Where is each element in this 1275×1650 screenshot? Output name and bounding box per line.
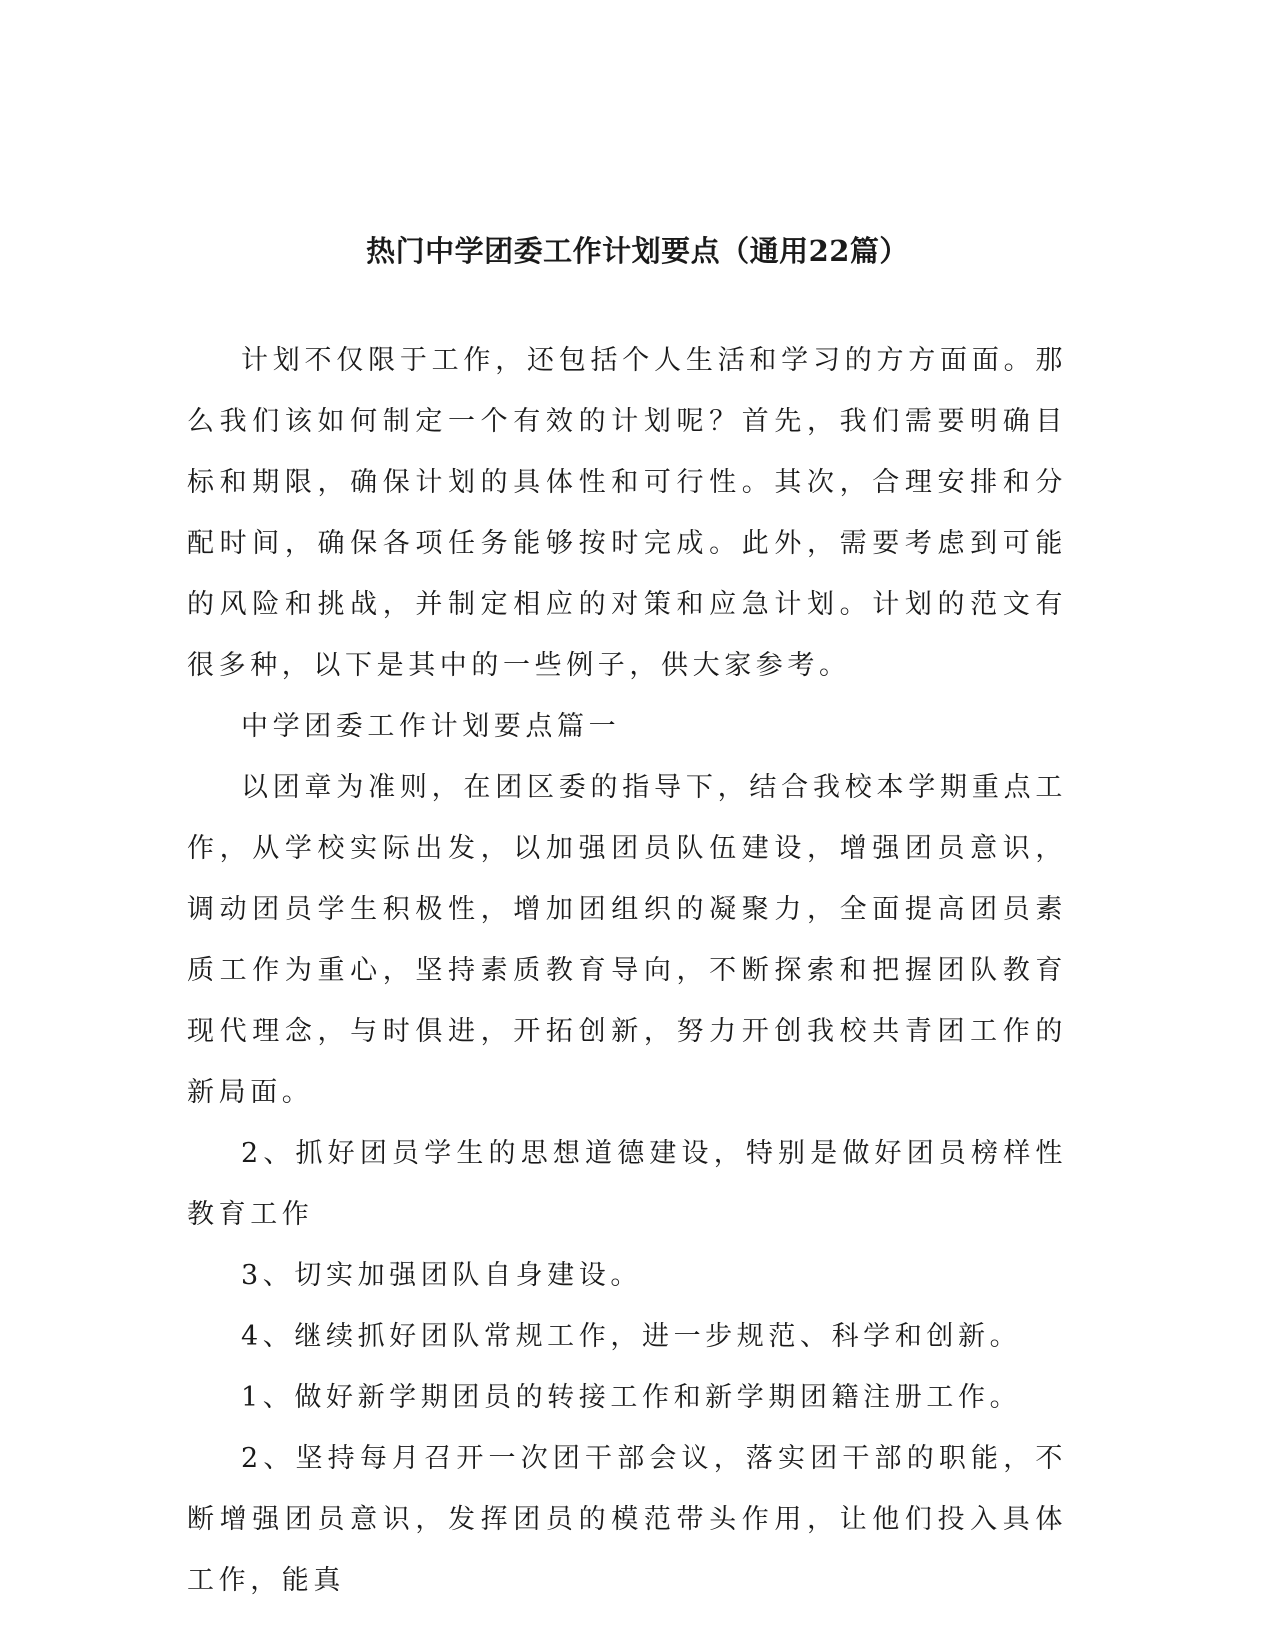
document-body <box>187 330 1067 1611</box>
document-title: 热门中学团委工作计划要点（通用22篇） <box>366 234 909 269</box>
list-item: 1、做好新学期团员的转接工作和新学期团籍注册工作。 <box>241 1382 1022 1413</box>
list-item: 3、切实加强团队自身建设。 <box>241 1260 642 1291</box>
intro-paragraph: 计划不仅限于工作，还包括个人生活和学习的方方面面。那么我们该如何制定一个有效的计划呢？首先，我们需要明确目标和期限，确保计划的具体性和可行性。其次，合理安排和分配时间，确保各项任务能够按时完成。此外，需要考虑到可能的风险和挑战，并制定相应的对策和应急计划。计划的范文有很多种，以下是其中的一些例子，供大家参考。 <box>187 345 1067 681</box>
list-item: 4、继续抓好团队常规工作，进一步规范、科学和创新。 <box>241 1321 1022 1352</box>
list-item: 2、抓好团员学生的思想道德建设，特别是做好团员榜样性教育工作 <box>187 1138 1067 1230</box>
list-item: 2、坚持每月召开一次团干部会议，落实团干部的职能，不断增强团员意识，发挥团员的模范带头作用，让他们投入具体工作，能真 <box>187 1443 1067 1596</box>
section-heading: 中学团委工作计划要点篇一 <box>241 711 621 742</box>
body-paragraph: 以团章为准则，在团区委的指导下，结合我校本学期重点工作，从学校实际出发，以加强团员队伍建设，增强团员意识，调动团员学生积极性，增加团组织的凝聚力，全面提高团员素质工作为重心，坚持素质教育导向，不断探索和把握团队教育现代理念，与时俱进，开拓创新，努力开创我校共青团工作的新局面。 <box>187 772 1067 1108</box>
